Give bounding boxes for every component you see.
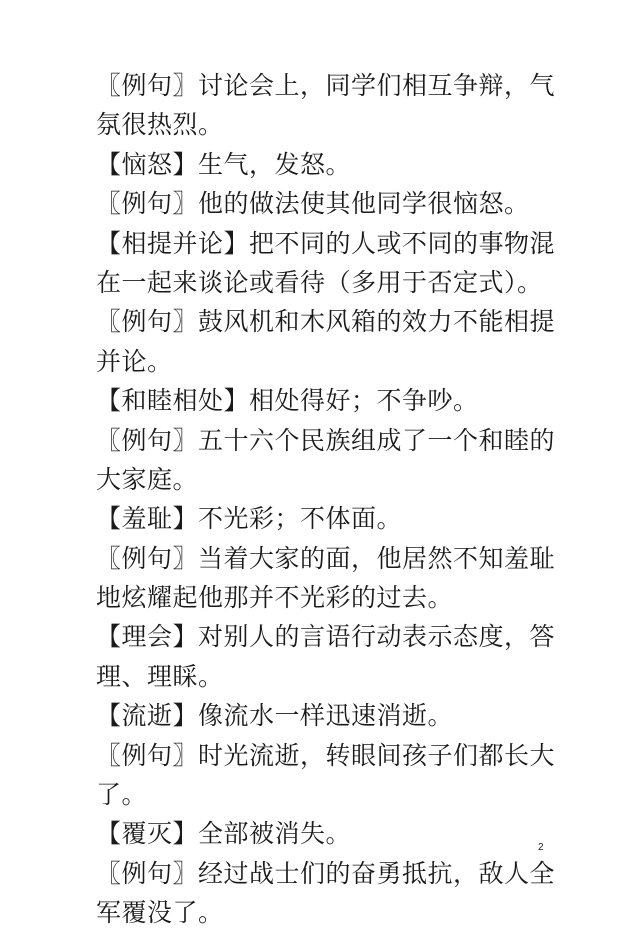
text-line: 【和睦相处】相处得好；不争吵。 (96, 386, 479, 416)
text-line: 大家庭。 (96, 464, 199, 494)
text-line: 理、理睬。 (96, 661, 224, 691)
text-line: 【恼怒】生气，发怒。 (96, 149, 352, 179)
text-line: 军覆没了。 (96, 898, 224, 928)
page-number: 2 (538, 842, 544, 853)
text-line: 【相提并论】把不同的人或不同的事物混 (96, 228, 556, 258)
text-line: 了。 (96, 780, 148, 810)
document-body (96, 66, 556, 933)
text-line: 【覆灭】全部被消失。 (96, 819, 352, 849)
text-line: 〖例句〗五十六个民族组成了一个和睦的 (96, 425, 556, 455)
text-line: 氛很热烈。 (96, 110, 224, 140)
text-line: 〖例句〗时光流逝，转眼间孩子们都长大 (96, 740, 556, 770)
text-line: 地炫耀起他那并不光彩的过去。 (96, 583, 454, 613)
text-line: 在一起来谈论或看待（多用于否定式）。 (96, 267, 543, 297)
text-line: 〖例句〗他的做法使其他同学很恼怒。 (96, 189, 530, 219)
text-line: 〖例句〗讨论会上，同学们相互争辩，气 (96, 71, 556, 100)
text-line: 【理会】对别人的言语行动表示态度，答 (96, 622, 556, 652)
text-line: 〖例句〗当着大家的面，他居然不知羞耻 (96, 543, 556, 573)
text-line: 〖例句〗鼓风机和木风箱的效力不能相提 (96, 307, 556, 337)
text-line: 并论。 (96, 346, 173, 376)
text-line: 〖例句〗经过战士们的奋勇抵抗，敌人全 (96, 858, 556, 888)
text-line: 【流逝】像流水一样迅速消逝。 (96, 701, 454, 731)
text-line: 【羞耻】不光彩；不体面。 (96, 504, 403, 534)
